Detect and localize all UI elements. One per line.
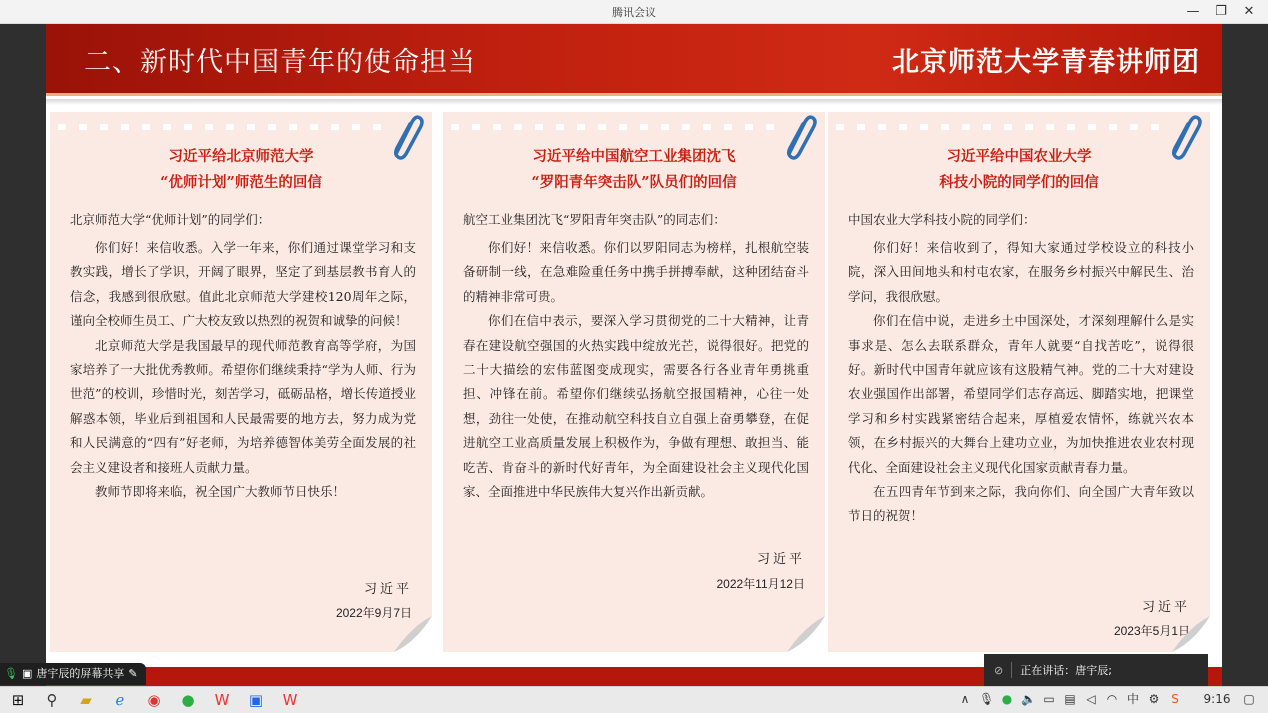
card-title-line-2: 科技小院的同学们的回信: [939, 174, 1099, 191]
screen-icon: ▣: [21, 667, 33, 680]
file-explorer-icon[interactable]: ▰: [80, 691, 92, 709]
input-method-icon[interactable]: 中: [1126, 692, 1139, 706]
letter-paragraph: 你们在信中说，走进乡土中国深处，才深刻理解什么是实事求是、怎么去联系群众，青年人就要“自找苦吃”，说得很好。新时代中国青年就应该有这股精气神。党的二十大对建设农业强国作出部署，希望同学们志存高远、脚踏实地，把课堂学习和乡村实践紧密结合起来，厚植爱农情怀，练就兴农本领，在乡村振兴的大舞台上建功立业，为加快推进农业农村现代化、全面建设社会主义现代化国家贡献青春力量。: [848, 313, 1194, 475]
wechat-icon[interactable]: ●: [181, 691, 195, 709]
letter-salutation: 航空工业集团沈飞“罗阳青年突击队”的同志们：: [463, 212, 726, 227]
letter-date: 2023年5月1日: [1113, 624, 1190, 638]
letter-card-3: [828, 112, 1210, 652]
presentation-slide: [46, 24, 1222, 686]
letter-paragraph: 北京师范大学是我国最早的现代师范教育高等学府，为国家培养了一大批优秀教师。希望你们继续秉持“学为人师、行为世范”的校训，珍惜时光，刻苦学习，砥砺品格，增长传道授业解惑本领，毕业后到祖国和人民最需要的地方去，努力成为党和人民满意的“四有”好老师，为培养德智体美劳全面发展的社会主义建设者和接班人贡献力量。: [70, 337, 416, 475]
card-title-line-1: 习近平给北京师范大学: [168, 148, 314, 165]
slide-org-title: 北京师范大学青春讲师团: [892, 47, 1200, 78]
slide-banner: [46, 24, 1222, 96]
wechat-tray-icon[interactable]: ●: [1001, 692, 1013, 706]
chrome-icon[interactable]: ◉: [147, 691, 161, 709]
letter-paragraph: 你们好！来信收悉。你们以罗阳同志为榜样，扎根航空装备研制一线，在急难险重任务中携手拼搏奉献，这种团结奋斗的精神非常可贵。: [463, 240, 809, 304]
letter-date: 2022年11月12日: [716, 577, 805, 591]
card-title-line-2: “罗阳青年突击队”队员们的回信: [531, 174, 737, 191]
page-curl-icon: [1172, 616, 1210, 652]
card-title: [50, 144, 432, 196]
share-label: 唐宇辰的屏幕共享: [36, 667, 125, 680]
taskbar-clock[interactable]: 9:16: [1203, 692, 1231, 706]
letter-body: [463, 236, 809, 504]
maximize-button[interactable]: ❐: [1215, 4, 1227, 19]
display-icon[interactable]: ▤: [1064, 692, 1076, 706]
notification-icon[interactable]: ▢: [1243, 692, 1255, 706]
speaking-label: 正在讲话：唐宇辰;: [1020, 664, 1112, 677]
letter-signature: 习近平: [1141, 600, 1190, 615]
edge-browser-icon[interactable]: ℯ: [115, 691, 125, 709]
letter-paragraph: 你们在信中表示，要深入学习贯彻党的二十大精神，让青春在建设航空强国的火热实践中绽放光芒，说得很好。把党的二十大描绘的宏伟蓝图变成现实，需要各行各业青年勇挑重担、冲锋在前。希望你们继续弘扬航空报国精神，心往一处想，劲往一处使，在推动航空科技自立自强上奋勇攀登，在促进航空工业高质量发展上积极作为，争做有理想、敢担当、能吃苦、肯奋斗的新时代好青年，为全面建设社会主义现代化国家、全面推进中华民族伟大复兴作出新贡献。: [463, 313, 809, 500]
card-title-line-2: “优师计划”师范生的回信: [160, 174, 322, 191]
screen-share-tag[interactable]: [0, 663, 146, 685]
letter-body: [70, 236, 416, 504]
wifi-icon[interactable]: ◠: [1106, 692, 1118, 706]
antivirus-icon[interactable]: ⚙: [1148, 692, 1160, 706]
wps-document-icon[interactable]: W: [282, 691, 298, 709]
close-button[interactable]: ✕: [1243, 4, 1255, 19]
shared-screen-area: [0, 24, 1268, 686]
page-curl-icon: [394, 616, 432, 652]
window-titlebar: [0, 0, 1268, 24]
card-title-line-1: 习近平给中国农业大学: [946, 148, 1092, 165]
page-curl-icon: [787, 616, 825, 652]
letter-salutation: 北京师范大学“优师计划”的同学们：: [70, 212, 271, 227]
mic-muted-icon: ⊘: [994, 663, 1004, 677]
letter-signature: 习近平: [363, 582, 412, 597]
letter-card-2: [443, 112, 825, 652]
slide-section-title: 二、新时代中国青年的使命担当: [84, 47, 476, 78]
battery-icon[interactable]: ▭: [1043, 692, 1055, 706]
speaking-indicator: [984, 654, 1208, 686]
letter-paragraph: 教师节即将来临，祝全国广大教师节日快乐！: [95, 484, 346, 500]
wps-icon[interactable]: W: [214, 691, 230, 709]
divider: [1011, 662, 1012, 678]
volume-icon[interactable]: ◁: [1086, 692, 1096, 706]
card-title: [443, 144, 825, 196]
search-icon[interactable]: ⚲: [46, 691, 58, 709]
windows-start-icon[interactable]: ⊞: [11, 691, 25, 709]
letter-paragraph: 你们好！来信收悉。入学一年来，你们通过课堂学习和支教实践，增长了学识，开阔了眼界，坚定了到基层教书育人的信念，我感到很欣慰。值此北京师范大学建校120周年之际，谨向全校师生员工、广大校友致以热烈的祝贺和诚挚的问候！: [70, 240, 416, 329]
card-title-line-1: 习近平给中国航空工业集团沈飞: [532, 148, 736, 165]
tencent-meeting-icon[interactable]: ▣: [248, 691, 264, 709]
card-dash-decoration: [836, 124, 1160, 130]
card-dash-decoration: [58, 124, 382, 130]
banner-shadow: [46, 99, 1222, 105]
letter-body: [848, 236, 1194, 529]
microphone-icon: 🎙: [4, 667, 18, 680]
letter-date: 2022年9月7日: [335, 606, 412, 620]
card-dash-decoration: [451, 124, 775, 130]
letter-card-1: [50, 112, 432, 652]
pencil-icon[interactable]: ✎: [128, 667, 138, 680]
minimize-button[interactable]: —: [1186, 4, 1200, 19]
app-tray-icon[interactable]: S: [1171, 692, 1179, 706]
microphone-tray-icon[interactable]: 🎙: [979, 692, 995, 706]
letter-paragraph: 你们好！来信收到了，得知大家通过学校设立的科技小院，深入田间地头和村屯农家，在服务乡村振兴中解民生、治学问，我很欣慰。: [848, 240, 1194, 304]
letter-paragraph: 在五四青年节到来之际，我向你们、向全国广大青年致以节日的祝贺！: [848, 484, 1194, 524]
speaker-tray-icon[interactable]: 🔈: [1021, 692, 1036, 706]
chevron-up-icon[interactable]: ∧: [960, 692, 970, 706]
taskbar: [0, 686, 1268, 713]
card-title: [828, 144, 1210, 196]
window-title: 腾讯会议: [612, 6, 656, 19]
letter-salutation: 中国农业大学科技小院的同学们：: [848, 212, 1036, 227]
letter-signature: 习近平: [756, 552, 805, 567]
